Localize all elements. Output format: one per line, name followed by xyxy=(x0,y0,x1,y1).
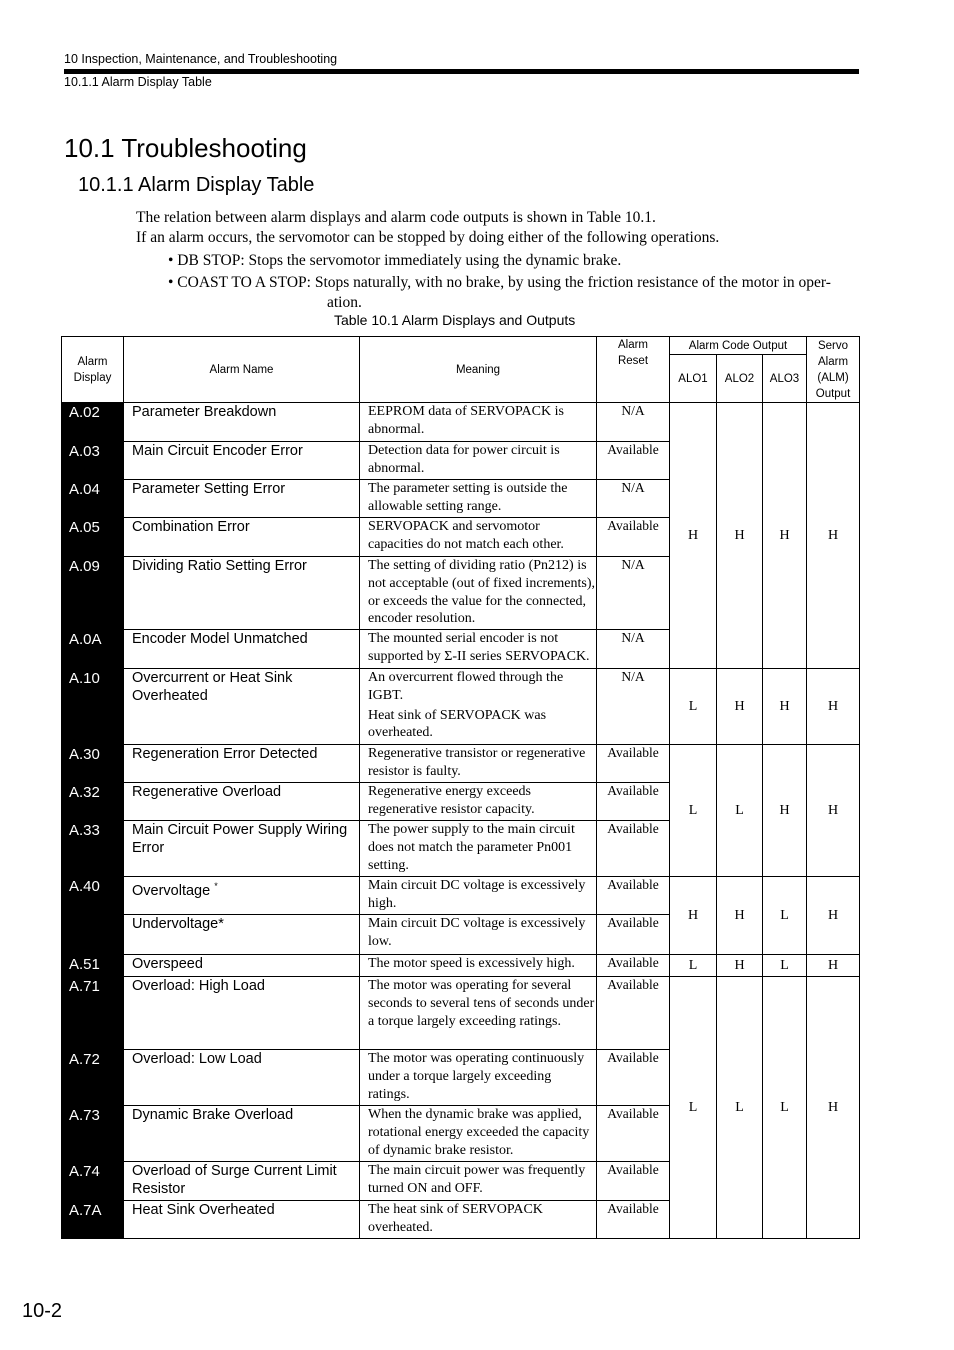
alm-output: H xyxy=(807,977,860,1239)
alarm-code: A.30 xyxy=(62,745,124,783)
col-header-meaning: Meaning xyxy=(360,337,597,403)
alo1-output: L xyxy=(670,669,717,745)
alarm-meaning: The mounted serial encoder is not supported by Σ-II series SERVOPACK. xyxy=(360,630,597,669)
alarm-code: A.74 xyxy=(62,1162,124,1201)
alarm-reset: Available xyxy=(597,442,670,480)
col-header-alarm-code-output: Alarm Code Output xyxy=(670,337,807,355)
alm-output: H xyxy=(807,877,860,955)
alarm-meaning: Regenerative energy exceeds regenerative resistor capacity. xyxy=(360,783,597,821)
alarm-reset: N/A xyxy=(597,480,670,518)
subsection-heading: 10.1.1 Alarm Display Table xyxy=(78,174,315,196)
alarm-name: Combination Error xyxy=(124,518,360,557)
alarm-code: A.71 xyxy=(62,977,124,1050)
alo2-output: H xyxy=(717,669,763,745)
alm-output: H xyxy=(807,745,860,877)
alarm-name: Overload: Low Load xyxy=(124,1050,360,1106)
alarm-code: A.05 xyxy=(62,518,124,557)
col-header-alo2: ALO2 xyxy=(717,355,763,403)
alarm-name: Main Circuit Encoder Error xyxy=(124,442,360,480)
alarm-code: A.10 xyxy=(62,669,124,745)
col-header-alo1: ALO1 xyxy=(670,355,717,403)
alarm-meaning: Main circuit DC voltage is excessively high. xyxy=(360,877,597,915)
alarm-name: Overspeed xyxy=(124,955,360,977)
alarm-name: Regeneration Error Detected xyxy=(124,745,360,783)
alarm-name: Heat Sink Overheated xyxy=(124,1201,360,1239)
alarm-reset: Available xyxy=(597,877,670,915)
alo2-output: H xyxy=(717,877,763,955)
alarm-code: A.0A xyxy=(62,630,124,669)
alarm-code: A.51 xyxy=(62,955,124,977)
alm-output: H xyxy=(807,955,860,977)
alarm-meaning: The setting of dividing ratio (Pn212) is not acceptable (out of fixed increments), or exceeds the value for the connected, encoder resolution. xyxy=(360,557,597,630)
col-header-alarm-reset: Alarm Reset xyxy=(597,337,670,403)
alarm-meaning: Detection data for power circuit is abnormal. xyxy=(360,442,597,480)
alm-output: H xyxy=(807,669,860,745)
alarm-meaning: The main circuit power was frequently turned ON and OFF. xyxy=(360,1162,597,1201)
alarm-reset: Available xyxy=(597,955,670,977)
alarm-code: A.72 xyxy=(62,1050,124,1106)
alarm-meaning: An overcurrent flowed through the IGBT. Heat sink of SERVOPACK was overheated. xyxy=(360,669,597,745)
bullet-db-stop: • DB STOP: Stops the servomotor immediately using the dynamic brake. xyxy=(168,252,622,269)
alo1-output: H xyxy=(670,877,717,955)
alo3-output: L xyxy=(763,977,807,1239)
alarm-name: Encoder Model Unmatched xyxy=(124,630,360,669)
alo3-output: H xyxy=(763,403,807,669)
alarm-code: A.7A xyxy=(62,1201,124,1239)
col-header-alarm-display: Alarm Display xyxy=(62,337,124,403)
header-rule xyxy=(64,69,859,74)
alarm-code: A.33 xyxy=(62,821,124,877)
alarm-reset: Available xyxy=(597,821,670,877)
alo2-output: L xyxy=(717,977,763,1239)
bullet-coast-stop-continued: ation. xyxy=(327,294,362,311)
col-header-alarm-name: Alarm Name xyxy=(124,337,360,403)
table-row xyxy=(62,745,860,783)
alarm-reset: N/A xyxy=(597,403,670,442)
alm-output: H xyxy=(807,403,860,669)
alarm-code: A.02 xyxy=(62,403,124,442)
alarm-reset: N/A xyxy=(597,557,670,630)
alarm-reset: Available xyxy=(597,1201,670,1239)
running-header-chapter: 10 Inspection, Maintenance, and Troubleshooting xyxy=(64,52,338,66)
alarm-meaning: SERVOPACK and servomotor capacities do not match each other. xyxy=(360,518,597,557)
alo3-output: L xyxy=(763,955,807,977)
alarm-name: Undervoltage* xyxy=(124,915,360,955)
alarm-reset: N/A xyxy=(597,669,670,745)
alarm-code: A.03 xyxy=(62,442,124,480)
alarm-reset: Available xyxy=(597,977,670,1050)
alarm-meaning: Main circuit DC voltage is excessively low. xyxy=(360,915,597,955)
running-header-section: 10.1.1 Alarm Display Table xyxy=(64,75,212,89)
bullet-coast-stop: • COAST TO A STOP: Stops naturally, with no brake, by using the friction resistance of the motor in oper- xyxy=(168,274,831,291)
alarm-code: A.73 xyxy=(62,1106,124,1162)
alarm-reset: Available xyxy=(597,1162,670,1201)
col-header-alo3: ALO3 xyxy=(763,355,807,403)
alarm-code: A.32 xyxy=(62,783,124,821)
alarm-name: Main Circuit Power Supply Wiring Error xyxy=(124,821,360,877)
page-number: 10-2 xyxy=(22,1300,63,1322)
alarm-meaning: The motor was operating continuously under a torque largely exceeding ratings. xyxy=(360,1050,597,1106)
alarm-meaning: Regenerative transistor or regenerative resistor is faulty. xyxy=(360,745,597,783)
table-row xyxy=(62,877,860,915)
table-row xyxy=(62,403,860,442)
alarm-name: Parameter Setting Error xyxy=(124,480,360,518)
alarm-reset: Available xyxy=(597,915,670,955)
alo1-output: L xyxy=(670,955,717,977)
alarm-reset: Available xyxy=(597,783,670,821)
alarm-code: A.09 xyxy=(62,557,124,630)
alarm-code: A.40 xyxy=(62,877,124,955)
alarm-table xyxy=(61,336,860,1239)
alarm-meaning: EEPROM data of SERVOPACK is abnormal. xyxy=(360,403,597,442)
alo3-output: L xyxy=(763,877,807,955)
alarm-reset: Available xyxy=(597,745,670,783)
alo2-output: H xyxy=(717,403,763,669)
section-heading: 10.1 Troubleshooting xyxy=(64,133,307,163)
alo2-output: H xyxy=(717,955,763,977)
alarm-meaning: The heat sink of SERVOPACK overheated. xyxy=(360,1201,597,1239)
alo1-output: H xyxy=(670,403,717,669)
alarm-reset: Available xyxy=(597,518,670,557)
table-row xyxy=(62,955,860,977)
alarm-name: Overload of Surge Current Limit Resistor xyxy=(124,1162,360,1201)
alo1-output: L xyxy=(670,745,717,877)
alarm-name: Parameter Breakdown xyxy=(124,403,360,442)
alarm-meaning: The power supply to the main circuit does not match the parameter Pn001 setting. xyxy=(360,821,597,877)
col-header-servo-alarm-output: Servo Alarm (ALM) Output xyxy=(807,337,860,403)
intro-paragraph-2: If an alarm occurs, the servomotor can be stopped by doing either of the following operations. xyxy=(136,229,720,246)
alarm-name: Overload: High Load xyxy=(124,977,360,1050)
alarm-name: Overvoltage * xyxy=(124,877,360,915)
alarm-meaning: The motor speed is excessively high. xyxy=(360,955,597,977)
alarm-reset: Available xyxy=(597,1050,670,1106)
alo3-output: H xyxy=(763,669,807,745)
table-row xyxy=(62,669,860,745)
alarm-name: Dividing Ratio Setting Error xyxy=(124,557,360,630)
alarm-code: A.04 xyxy=(62,480,124,518)
alarm-meaning: When the dynamic brake was applied, rotational energy exceeded the capacity of dynamic brake resistor. xyxy=(360,1106,597,1162)
alarm-meaning: The parameter setting is outside the allowable setting range. xyxy=(360,480,597,518)
alarm-name: Regenerative Overload xyxy=(124,783,360,821)
alarm-name: Dynamic Brake Overload xyxy=(124,1106,360,1162)
table-caption: Table 10.1 Alarm Displays and Outputs xyxy=(334,312,576,328)
alarm-reset: N/A xyxy=(597,630,670,669)
alo2-output: L xyxy=(717,745,763,877)
table-row xyxy=(62,977,860,1050)
alarm-name: Overcurrent or Heat Sink Overheated xyxy=(124,669,360,745)
alo1-output: L xyxy=(670,977,717,1239)
alarm-meaning: The motor was operating for several seconds to several tens of seconds under a torque largely exceeding ratings. xyxy=(360,977,597,1050)
alo3-output: H xyxy=(763,745,807,877)
intro-paragraph-1: The relation between alarm displays and alarm code outputs is shown in Table 10.1. xyxy=(136,209,656,226)
alarm-reset: Available xyxy=(597,1106,670,1162)
